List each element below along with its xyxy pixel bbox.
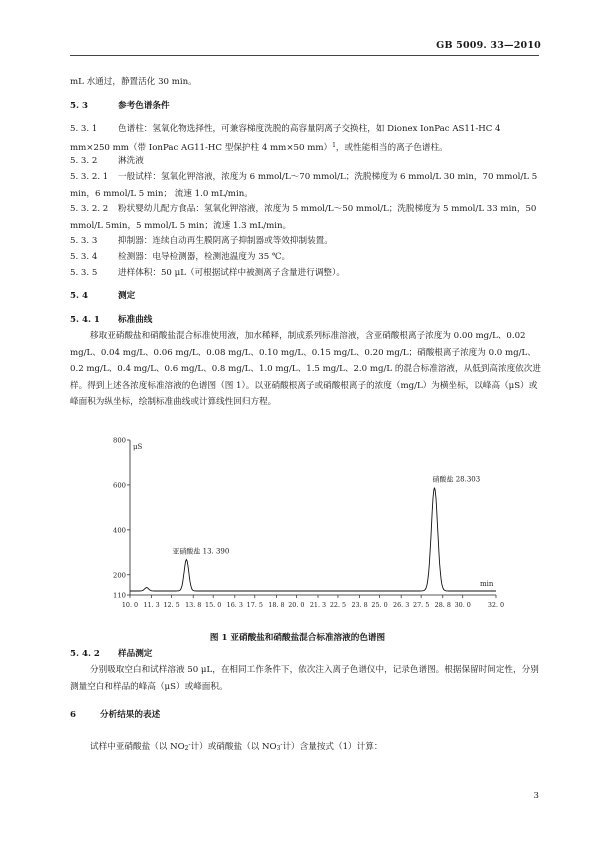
continued-paragraph: mL 水通过，静置活化 30 min。 xyxy=(70,77,197,87)
section-5-3-1 xyxy=(70,121,541,156)
section-5-4-2-body: 分别吸取空白和试样溶液 50 μL，在相同工作条件下，依次注入离子色谱仪中，记录色谱图。根据保留时间定性，分别测量空白和样品的峰高（μS）或峰面积。 xyxy=(70,665,539,692)
paragraph-text: 粉状婴幼儿配方食品：氢氧化钾溶液，浓度为 5 mmol/L～50 mmol/L；洗脱梯度为 5 mmol/L 33 min，50 mmol/L 5min，5 mmol/L 5 min；流速 1.3 mL/min。 xyxy=(70,204,537,231)
x-tick-label: 15. 0 xyxy=(205,601,222,609)
section-5-3-2-2 xyxy=(70,201,541,234)
section-number: 5. 3. 2. 1 xyxy=(70,172,109,182)
section-number: 5. 4. 1 xyxy=(70,315,100,325)
section-5-4-1 xyxy=(70,312,541,329)
section-number: 6 xyxy=(70,710,76,720)
chart-plot xyxy=(113,437,504,610)
section-5-4-1-body: 移取亚硝酸盐和硝酸盐混合标准使用液，加水稀释，制成系列标准溶液，含亚硝酸根离子浓度为 0.00 mg/L、0.02 mg/L、0.04 mg/L、0.06 mg/L、0.08 mg/L、0.10 mg/L、0.15 mg/L、0.20 mg/L；硝酸根离子浓度为 0.0 mg/L、0.2 mg/L、0.4 mg/L、0.6 mg/L、0.8 mg/L、1.0 mg/L、1.5 mg/L、2.0 mg/L 的混合标准溶液，从低到高浓度依次进样。得到上述各浓度标准溶液的色谱图（图 1）。以亚硝酸根离子或硝酸根离子的浓度（mg/L）为横坐标，以峰高（μS）或峰面积为纵坐标，绘制标准曲线或计算线性回归方程。 xyxy=(70,331,541,408)
x-tick-label: 11. 3 xyxy=(143,601,160,609)
section-number: 5. 3. 3 xyxy=(70,236,98,246)
y-tick-label: 600 xyxy=(113,481,126,490)
header-rule xyxy=(70,55,539,56)
section-number: 5. 3. 1 xyxy=(70,124,98,134)
x-tick-label: 17. 5 xyxy=(246,601,263,609)
x-tick-label: 27. 5 xyxy=(413,601,430,609)
x-tick-label: 10. 0 xyxy=(121,601,139,609)
section-5-4-2 xyxy=(70,646,541,663)
x-tick-label: 13. 8 xyxy=(185,601,202,609)
paragraph-text: 进样体积：50 μL（可根据试样中被测离子含量进行调整）。 xyxy=(118,268,345,278)
x-tick-label: 16. 3 xyxy=(226,601,243,609)
y-axis-label: μS xyxy=(133,443,143,451)
section-number: 5. 3 xyxy=(70,101,88,111)
formula-text: 计）含量按式（1）计算： xyxy=(282,742,383,752)
section-number: 5. 3. 5 xyxy=(70,268,98,278)
section-5-3-2-1 xyxy=(70,169,541,202)
section-number: 5. 4. 2 xyxy=(70,649,100,659)
section-5-3-3 xyxy=(70,233,541,250)
x-tick-label: 12. 5 xyxy=(163,601,180,609)
y-tick-label: 800 xyxy=(113,436,126,445)
y-tick-label: 110 xyxy=(113,591,126,600)
section-5-4 xyxy=(70,288,541,305)
footnote-ref: 1 xyxy=(332,141,336,149)
section-title: 标准曲线 xyxy=(118,315,153,325)
section-number: 5. 3. 4 xyxy=(70,252,98,262)
standard-number: GB 5009. 33—2010 xyxy=(436,40,541,51)
page-number: 3 xyxy=(533,791,539,801)
peak-label: 硝酸盐 28.303 xyxy=(432,475,481,484)
section-title: 分析结果的表述 xyxy=(100,710,161,720)
section-5-3-5 xyxy=(70,265,541,282)
x-tick-label: 18. 8 xyxy=(268,601,285,609)
section-title: 测定 xyxy=(118,291,136,301)
paragraph-text: 一般试样：氢氧化钾溶液，浓度为 6 mmol/L～70 mmol/L；洗脱梯度为 6 mmol/L 30 min，70 mmol/L 5 min，6 mmol/L 5 min； 流速 1.0 mL/min。 xyxy=(70,172,538,199)
superscript: - xyxy=(280,741,283,748)
section-number: 5. 3. 2. 2 xyxy=(70,204,109,214)
y-tick-label: 400 xyxy=(113,526,126,535)
x-tick-label: 26. 3 xyxy=(393,601,410,609)
section-5-3 xyxy=(70,98,541,115)
chromatogram-trace xyxy=(130,488,496,591)
x-axis-label: min xyxy=(480,580,494,588)
section-number: 5. 3. 2 xyxy=(70,156,98,166)
section-6 xyxy=(70,707,541,724)
x-tick-label: 25. 0 xyxy=(371,601,388,609)
x-tick-label: 32. 0 xyxy=(487,601,505,609)
paragraph-text: 检测器：电导检测器，检测池温度为 35 ℃。 xyxy=(118,252,291,262)
section-title: 样品测定 xyxy=(118,649,153,659)
x-tick-label: 22. 5 xyxy=(329,601,347,609)
x-tick-label: 23. 8 xyxy=(351,601,368,609)
subscript: 2 xyxy=(184,745,189,752)
subscript: 3 xyxy=(276,745,281,752)
section-5-3-4 xyxy=(70,249,541,266)
figure-caption: 图 1 亚硝酸盐和硝酸盐混合标准溶液的色谱图 xyxy=(209,633,386,643)
section-6-body xyxy=(70,737,541,758)
x-tick-label: 28. 8 xyxy=(434,601,451,609)
superscript: - xyxy=(188,741,191,748)
paragraph-text: 抑制器：连续自动再生膜阴离子抑制器或等效抑制装置。 xyxy=(118,236,333,246)
y-tick-label: 200 xyxy=(113,571,126,580)
paragraph-text: ，或性能相当的离子色谱柱。 xyxy=(335,142,448,153)
x-tick-label: 30. 0 xyxy=(454,601,471,609)
x-tick-label: 21. 3 xyxy=(309,601,327,609)
section-number: 5. 4 xyxy=(70,291,88,301)
x-tick-label: 20. 0 xyxy=(288,601,305,609)
formula-text: 试样中亚硝酸盐（以 NO xyxy=(90,742,185,752)
paragraph-text: 色谱柱：氢氧化物选择性，可兼容梯度洗脱的高容量阴离子交换柱，如 Dionex IonPac AS11-HC 4 mm×250 mm（带 IonPac AG11-HC 型保护柱 4 mm×50 mm） xyxy=(70,124,501,153)
section-5-3-2 xyxy=(70,153,541,170)
section-title: 参考色谱条件 xyxy=(118,101,170,111)
formula-text: 计）或硝酸盐（以 NO xyxy=(190,742,277,752)
section-title: 淋洗液 xyxy=(118,156,144,166)
peak-label: 亚硝酸盐 13. 390 xyxy=(172,547,230,556)
